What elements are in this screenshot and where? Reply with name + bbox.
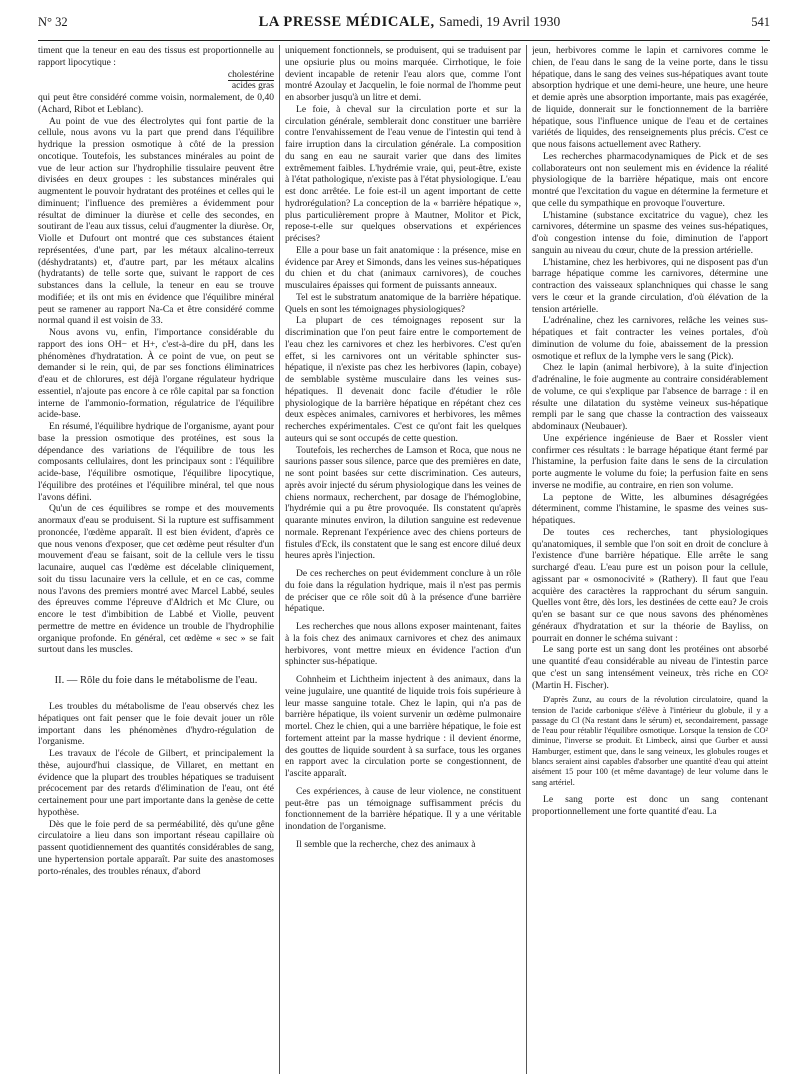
column-2 (285, 45, 521, 1074)
paragraph: La peptone de Witte, les albumines désagrégées déterminent, comme l'histamine, le spasme des veines sus-hépatiques. (532, 491, 768, 526)
lipocytic-ratio (38, 69, 274, 93)
paragraph: L'histamine, chez les herbivores, qui ne disposent pas d'un barrage hépatique comme les carnivores, détermine une contraction des vaisseaux splanchniques qui chasse le sang vers le cœur et la grande circulation, d'où élévation de la tension artérielle. (532, 256, 768, 315)
paragraph: L'histamine (substance excitatrice du vague), chez les carnivores, détermine un spasme des veines sus-hépatiques, d'où congestion intense du foie, diminution de l'apport sanguin au niveau du cœur, chute de la pression artérielle. (532, 209, 768, 256)
section-heading: II. — Rôle du foie dans le métabolisme de l'eau. (54, 675, 258, 686)
paragraph: Une expérience ingénieuse de Baer et Rossler vient confirmer ces résultats : le barrage hépatique étant fermé par l'histamine, la perfusion faite dans le sens de la circulation porte augmente le volume du foie; la perfusion faite en sens inverse ne modifie, au contraire, en rien son volume. (532, 432, 768, 491)
paragraph: Le sang porte est un sang dont les protéines ont absorbé une quantité d'eau considérable au niveau de l'intestin parce que c'est un sang intensément veineux, très riche en CO² (Martin H. Fischer). (532, 644, 768, 691)
paragraph: En résumé, l'équilibre hydrique de l'organisme, ayant pour base la pression osmotique des protéines, est sous la dépendance des variations de l'équilibre de tous les composants cellulaires, dont les principaux sont : l'équilibre acide-base, l'équilibre osmotique, l'équilibre lipocytique, l'équilibre des protéines et l'équilibre minéral, tel que nous l'avons défini. (38, 421, 274, 503)
journal-title-line (259, 14, 561, 31)
paragraph: Il semble que la recherche, chez des animaux à (296, 838, 476, 850)
paragraph: De ces recherches on peut évidemment conclure à un rôle du foie dans la régulation hydrique, mais il n'est pas permis de préciser que ce rôle soit dû à la présence d'une barrière hépatique. (285, 568, 521, 615)
paragraph: uniquement fonctionnels, se produisent, qui se traduisent par une opsiurie plus ou moins marquée. Cirrhotique, le foie devient incapable de retenir l'eau alors que, comme l'ont montré Azoulay et Jacquelin, le foie normal de l'homme peut en absorber jusqu'à un litre et demi. (285, 45, 521, 103)
paragraph: qui peut être considéré comme voisin, normalement, de 0,40 (Achard, Ribot et Leblanc). (38, 92, 274, 115)
ratio-numerator: cholestérine (227, 68, 274, 80)
paragraph: Les travaux de l'école de Gilbert, et principalement la thèse, aujourd'hui classique, de Villaret, en mettant en évidence que la plupart des troubles hépatiques se traduisent précocement par des retards d'élimination de l'eau, ont été certainement pour une part importante dans la genèse de cette hypothèse. (38, 748, 274, 818)
paragraph: Elle a pour base un fait anatomique : la présence, mise en évidence par Arey et Simonds, dans les veines sus-hépatiques du chien et du chat (animaux carnivores), de couches musculaires épaisses qui forment de puissants anneaux. (285, 244, 521, 291)
paragraph: L'adrénaline, chez les carnivores, relâche les veines sus-hépatiques et fait contracter les veines portales, d'où diminution de volume du foie, abaissement de la pression osmotique et reflux de la lymphe vers le sang (Pick). (532, 315, 768, 362)
column-divider (526, 45, 527, 1074)
paragraph: Les recherches pharmacodynamiques de Pick et de ses collaborateurs ont non seulement mis en évidence la réalité physiologique de la barrière hépatique, mais ont encore montré que l'excitation du vague en détermine la fermeture et que celle du sympathique en provoque l'ouverture. (532, 150, 768, 209)
paragraph: Les recherches que nous allons exposer maintenant, faites à la fois chez des animaux carnivores et chez des animaux herbivores, vont mettre mieux en évidence l'action d'un sphincter sus-hépatique. (285, 621, 521, 668)
column-1 (38, 45, 274, 1074)
paragraph: Cohnheim et Lichtheim injectent à des animaux, dans la veine jugulaire, une quantité de liquide trois fois supérieure à leur masse sanguine totale. Chez le lapin, qui n'a pas de barrière hépatique, ils voient survenir un œdème pulmonaire mortel. Chez le chien, qui a une barrière hépatique, le foie est fortement atteint par la masse hydrique : il devient énorme, des gouttes de liquide sourdent à sa surface, tous les organes en rapport avec la circulation porte se congestionnent, de l'ascite apparaît. (285, 674, 521, 779)
page-header (38, 14, 770, 41)
issue-date: Samedi, 19 Avril 1930 (439, 14, 561, 29)
issue-number: N° 32 (38, 15, 68, 29)
paragraph: Tel est le substratum anatomique de la barrière hépatique. Quels en sont les témoignages physiologiques? (285, 291, 521, 315)
paragraph: Nous avons vu, enfin, l'importance considérable du rapport des ions OH− et H+, c'est-à-dire du pH, dans les phénomènes d'hydratation. À ce point de vue, on peut se demander si le rein, qui, de par ses fonctions éliminatrices d'eau et de chlorures, est déjà l'organe régulateur hydrique essentiel, n'ajoute pas encore à ce rôle capital par sa fonction interne de l'ammonio-formation, régulatrice de l'équilibre acide-base. (38, 327, 274, 421)
paragraph: Toutefois, les recherches de Lamson et Roca, que nous ne saurions passer sous silence, parce que des premières en date, ne sont point basées sur cette discrimination. Ces auteurs, après avoir injecté du sérum physiologique dans les veines de chiens normaux, recherchent, par dosage de l'hémoglobine, l'hydrémie qui a pu être provoquée. Ils constatent qu'après quarante minutes environ, la dilution sanguine est redevenue normale. Reprenant l'expérience avec des chiens porteurs de fistules d'Eck, ils constatent que le sang est encore dilué deux heures après l'injection. (285, 444, 521, 562)
paragraph: Le foie, à cheval sur la circulation porte et sur la circulation générale, semblerait donc constituer une barrière contre l'envahissement de l'eau venue de l'intestin qui tend à faire irruption dans la circulation générale. La composition du sang en eau ne saurait varier que dans des limites extrêmement faibles. L'hydrémie vraie, qui, peut-être, existe à l'état pathologique, n'existe pas à l'état physiologique. L'eau est donc arrêtée. Le foie est-il un agent important de cette hydrorégulation? La conception de la « barrière hépatique », plus particulièrement propre à Mautner, Molitor et Pick, repose-t-elle sur quelques observations et expériences précises? (285, 103, 521, 244)
paragraph: Chez le lapin (animal herbivore), à la suite d'injection d'adrénaline, le foie augmente au contraire considérablement de volume, ce qui s'explique par l'absence de barrage : il en résulte une dilatation du système veineux sus-hépatique rempli par le sang que chasse la contraction des vaisseaux abdominaux (Neubauer). (532, 362, 768, 432)
column-divider (279, 45, 280, 1074)
paragraph: Le sang porte est donc un sang contenant proportionnellement une forte quantité d'eau. La (532, 793, 768, 817)
paragraph: De toutes ces recherches, tant physiologiques qu'anatomiques, il semble que l'on soit en droit de conclure à l'existence d'une barrière hépatique. Elle arrête le sang surchargé d'eau. L'eau pure est un poison pour la cellule, agissant par « osmonocivité » (Rathery). Il faut que l'eau acquière des caractères la rapprochant du sérum sanguin. Quelles vont être, dès lors, les destinées de cette eau? Je crois qu'en se basant sur ce que nous savons des phénomènes généraux d'hydratation et sur la théorie de Bayliss, on pourrait en donner le schéma suivant : (532, 526, 768, 644)
page-number: 541 (751, 15, 770, 29)
paragraph: La plupart de ces témoignages reposent sur la discrimination que l'on peut faire entre le comportement de l'eau chez les carnivores et chez les herbivores. C'est qu'en effet, si les carnivores ont un véritable sphincter sus-hépatique, il n'existe pas chez les herbivores (lapin, cobaye) de semblable système musculaire dans les veines sus-hépatiques. Il devenait donc facile d'étudier le rôle physiologique de la barrière hépatique en répétant chez ces deux espèces animales, carnivores et herbivores, les mêmes recherches expérimentales. C'est ce qu'ont fait les quelques auteurs qui se sont occupés de cette question. (285, 315, 521, 444)
column-3 (532, 45, 768, 1074)
text-columns (38, 45, 770, 1074)
paragraph: timent que la teneur en eau des tissus est proportionnelle au rapport lipocytique : (38, 45, 274, 68)
journal-title: LA PRESSE MÉDICALE, (258, 14, 435, 30)
paragraph: Les troubles du métabolisme de l'eau observés chez les hépatiques ont fait penser que le foie devait jouer un rôle important dans les phénomènes d'hydro-régulation de l'organisme. (38, 701, 274, 748)
paragraph: Dès que le foie perd de sa perméabilité, dès qu'une gêne circulatoire a lieu dans son important réseau capillaire où passent quotidiennement des quantités considérables de sang, une hypertension portale apparaît. Par suite des anastomoses porto-rénales, des troubles rénaux, d'abord (38, 818, 274, 877)
journal-page (38, 14, 770, 1074)
paragraph: Au point de vue des électrolytes qui font partie de la cellule, nous avons vu la part que prend dans l'équilibre hydrique la pression osmotique à côté de la pression oncotique. Toutefois, les substances minérales au point de vue de leur action sur l'hydrophilie tissulaire peuvent être divisées en deux groupes : les substances minérales qui augmentent le pouvoir hydratant des protéines et celles qui le diminuent; l'influence des premières a évidemment pour résultat de diminuer la diurèse et celle des secondes, en soutirant de l'eau aux tissus, celui d'augmenter la diurèse. Or, Violle et Dufourt ont montré que ces substances étaient représentées, d'une part, par les métaux alcalino-terreux (déshydratants) et, d'autre part, par les métaux alcalins (hydratants) de telle sorte que, suivant le rapport de ces substances dans la cellule, la teneur en eau se trouve modifiée; et ils ont mis en évidence que l'équilibre minéral peut se ramener au rapport Na-Ca et être considéré comme normal quand il est voisin de 33. (38, 115, 274, 327)
paragraph: Ces expériences, à cause de leur violence, ne constituent peut-être pas un témoignage suffisamment précis du fonctionnement de la barrière hépatique. Il y a une véritable inondation de l'organisme. (285, 785, 521, 832)
footnote: D'après Zunz, au cours de la révolution circulatoire, quand la tension de l'acide carbonique s'élève à l'intérieur du globule, il y a passage du Cl (Na restant dans le sérum) et, secondairement, passage de l'eau pour rétablir l'équilibre osmotique. Lorsque la tension de CO² diminue, l'inverse se produit. Et Limbeck, ainsi que Gurber et aussi Hamburger, estiment que, dans le sang veineux, les globules rouges et blancs seraient ainsi capables d'absorber une quantité d'eau qui atteint aisément 15 pour 100 (et même davantage) de leur volume dans le sang artériel. (532, 695, 768, 787)
paragraph: jeun, herbivores comme le lapin et carnivores comme le chien, de l'eau dans le sang de la veine porte, dans le tissu hépatique, dans le sang des veines sus-hépatiques avant toute absorption hydrique et une demi-heure, une heure, une heure et demie après une absorption importante, mais pas exagérée, de liquide, donnerait sur le fonctionnement de la barrière hépatique, sous l'influence unique de l'eau et de certaines variétés de liquides, des renseignements plus précis. C'est ce que nous faisons actuellement avec Rathery. (532, 45, 768, 150)
ratio-denominator: acides gras (231, 80, 274, 92)
paragraph: Qu'un de ces équilibres se rompe et des mouvements anormaux d'eau se produisent. Si la rupture est suffisamment prononcée, l'œdème apparaît. Il est bien évident, d'après ce que nous venons d'exposer, que cet œdème peut résulter d'un mouvement d'eau se faisant, soit de la cellule vers le tissu lacunaire, auquel cas l'œdème est décelable cliniquement, soit du tissu lacunaire vers la cellule, et en ce cas, comme nous l'avons des premiers montré avec Marcel Labbé, seules des épreuves comme l'épreuve d'Aldrich et Mc Clure, ou encore le test d'imbibition de Labbé et Violle, peuvent permettre de mettre en évidence un trouble de l'hydrophilie organique profonde. En général, cet œdème « sec » se fait surtout dans les muscles. (38, 503, 274, 656)
